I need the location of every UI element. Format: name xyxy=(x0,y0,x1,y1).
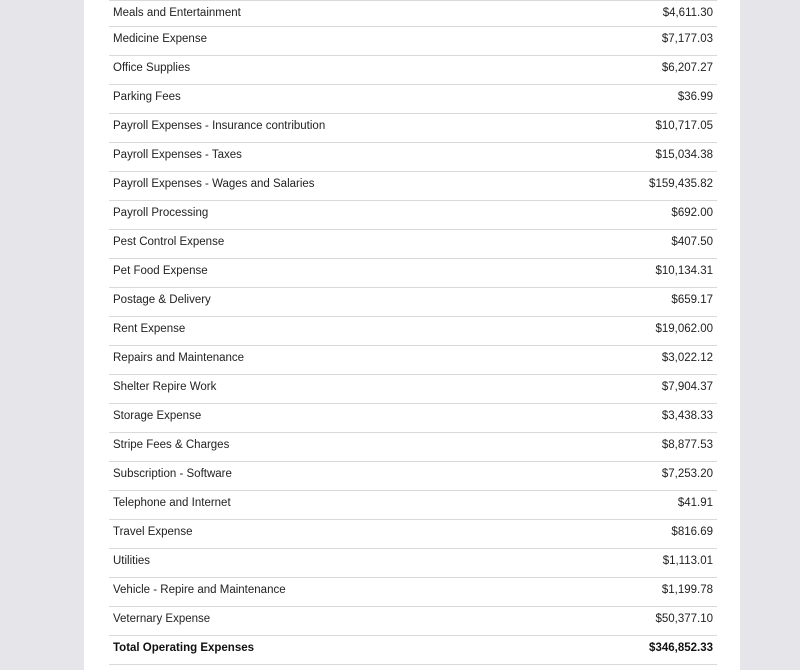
table-row xyxy=(109,288,717,317)
table-row xyxy=(109,230,717,259)
row-label: Repairs and Maintenance xyxy=(113,352,245,364)
table-row xyxy=(109,549,717,578)
row-label: Payroll Expenses - Wages and Salaries xyxy=(113,178,315,190)
row-amount: $15,034.38 xyxy=(655,149,713,161)
row-label: Shelter Repire Work xyxy=(113,381,217,393)
row-label: Veternary Expense xyxy=(113,613,211,625)
total-amount: $346,852.33 xyxy=(649,642,713,654)
row-label: Travel Expense xyxy=(113,526,193,538)
row-amount: $8,877.53 xyxy=(661,439,713,451)
table-row xyxy=(109,172,717,201)
report-sheet xyxy=(84,0,740,670)
table-row xyxy=(109,346,717,375)
table-row xyxy=(109,433,717,462)
row-amount: $10,717.05 xyxy=(655,120,713,132)
expense-table xyxy=(109,0,717,665)
row-amount: $159,435.82 xyxy=(649,178,713,190)
row-amount: $816.69 xyxy=(671,526,713,538)
row-amount: $1,113.01 xyxy=(662,555,713,567)
table-row xyxy=(109,201,717,230)
table-row xyxy=(109,375,717,404)
table-row xyxy=(109,143,717,172)
row-label: Utilities xyxy=(113,555,151,567)
total-row xyxy=(109,636,717,665)
row-amount: $50,377.10 xyxy=(655,613,713,625)
row-label: Meals and Entertainment xyxy=(113,7,241,19)
row-label: Telephone and Internet xyxy=(113,497,231,509)
row-label: Subscription - Software xyxy=(113,468,232,480)
table-row xyxy=(109,259,717,288)
table-row xyxy=(109,85,717,114)
total-label: Total Operating Expenses xyxy=(113,642,255,654)
table-row xyxy=(109,114,717,143)
table-row xyxy=(109,607,717,636)
row-amount: $3,022.12 xyxy=(661,352,713,364)
row-amount: $7,904.37 xyxy=(661,381,713,393)
table-row xyxy=(109,578,717,607)
row-amount: $3,438.33 xyxy=(661,410,713,422)
row-label: Payroll Expenses - Insurance contribution xyxy=(113,120,326,132)
row-label: Storage Expense xyxy=(113,410,202,422)
row-amount: $10,134.31 xyxy=(655,265,713,277)
row-amount: $407.50 xyxy=(671,236,713,248)
table-row xyxy=(109,56,717,85)
row-label: Office Supplies xyxy=(113,62,191,74)
row-label: Vehicle - Repire and Maintenance xyxy=(113,584,286,596)
row-amount: $7,253.20 xyxy=(661,468,713,480)
table-row xyxy=(109,491,717,520)
row-label: Pest Control Expense xyxy=(113,236,225,248)
row-label: Medicine Expense xyxy=(113,33,207,45)
table-row xyxy=(109,520,717,549)
table-row xyxy=(109,0,717,27)
row-amount: $6,207.27 xyxy=(661,62,713,74)
row-amount: $19,062.00 xyxy=(655,323,713,335)
row-label: Payroll Expenses - Taxes xyxy=(113,149,242,161)
row-label: Stripe Fees & Charges xyxy=(113,439,230,451)
row-amount: $7,177.03 xyxy=(661,33,713,45)
row-label: Rent Expense xyxy=(113,323,186,335)
table-row xyxy=(109,27,717,56)
row-amount: $1,199.78 xyxy=(661,584,713,596)
row-label: Parking Fees xyxy=(113,91,181,103)
table-row xyxy=(109,404,717,433)
row-amount: $36.99 xyxy=(677,91,713,103)
row-amount: $692.00 xyxy=(671,207,713,219)
row-label: Postage & Delivery xyxy=(113,294,211,306)
table-row xyxy=(109,317,717,346)
row-label: Pet Food Expense xyxy=(113,265,208,277)
row-amount: $4,611.30 xyxy=(662,7,713,19)
row-label: Payroll Processing xyxy=(113,207,209,219)
row-amount: $41.91 xyxy=(677,497,713,509)
row-amount: $659.17 xyxy=(671,294,713,306)
table-row xyxy=(109,462,717,491)
